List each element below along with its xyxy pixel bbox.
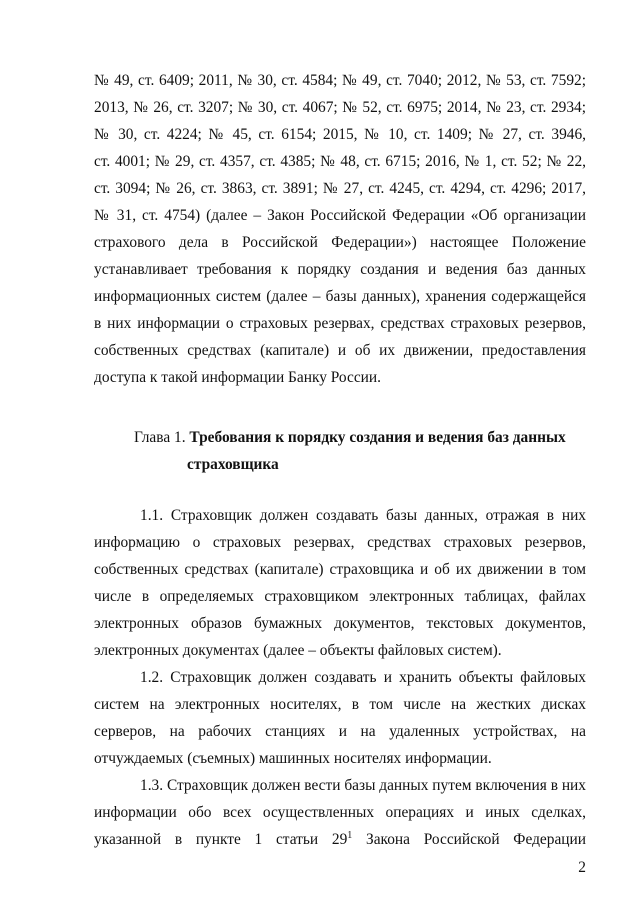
paragraph-line: электронных образов бумажных документов, текстовых документов, bbox=[94, 615, 586, 632]
paragraph-line: 1.1. Страховщик должен создавать базы данных, отражая в них bbox=[140, 507, 586, 524]
paragraph-line: 1.2. Страховщик должен создавать и хранить объекты файловых bbox=[140, 669, 586, 686]
chapter-title-line2: страховщика bbox=[187, 456, 279, 473]
superscript: 1 bbox=[347, 830, 353, 841]
page-number: 2 bbox=[578, 859, 586, 876]
paragraph-line: электронных документах (далее – объекты файловых систем). bbox=[94, 642, 502, 659]
paragraph-line: информации обо всех осуществленных операциях и иных сделках, bbox=[94, 804, 586, 821]
intro-line: 2013, № 26, ст. 3207; № 30, ст. 4067; № 52, ст. 6975; 2014, № 23, ст. 2934; bbox=[94, 99, 586, 116]
paragraph-text: Закона Российской Федерации bbox=[352, 831, 586, 848]
paragraph-line bbox=[94, 826, 586, 853]
chapter-title-line1: Требования к порядку создания и ведения баз данных bbox=[189, 429, 566, 446]
intro-line: информационных систем (далее – базы данных), хранения содержащейся bbox=[94, 288, 586, 305]
intro-line: ст. 4001; № 29, ст. 4357, ст. 4385; № 48, ст. 6715; 2016, № 1, ст. 52; № 22, bbox=[94, 153, 586, 170]
chapter-heading bbox=[134, 424, 566, 451]
intro-line: № 49, ст. 6409; 2011, № 30, ст. 4584; № 49, ст. 7040; 2012, № 53, ст. 7592; bbox=[94, 72, 586, 89]
intro-line: в них информации о страховых резервах, средствах страховых резервов, bbox=[94, 315, 586, 332]
paragraph-line: серверов, на рабочих станциях и на удаленных устройствах, на bbox=[94, 723, 586, 740]
intro-line: № 31, ст. 4754) (далее – Закон Российской Федерации «Об организации bbox=[94, 207, 586, 224]
chapter-label: Глава 1. bbox=[134, 429, 186, 446]
paragraph-line: собственных средствах (капитале) страховщика и об их движении в том bbox=[94, 561, 586, 578]
paragraph-line: информацию о страховых резервах, средствах страховых резервов, bbox=[94, 534, 586, 551]
intro-line: устанавливает требования к порядку создания и ведения баз данных bbox=[94, 261, 586, 278]
paragraph-line: отчуждаемых (съемных) машинных носителях информации. bbox=[94, 750, 492, 767]
intro-line: № 30, ст. 4224; № 45, ст. 6154; 2015, № 10, ст. 1409; № 27, ст. 3946, bbox=[94, 126, 586, 143]
intro-line: доступа к такой информации Банку России. bbox=[94, 369, 381, 386]
paragraph-line: систем на электронных носителях, в том числе на жестких дисках bbox=[94, 696, 586, 713]
paragraph-line: числе в определяемых страховщиком электронных таблицах, файлах bbox=[94, 588, 586, 605]
intro-line: страхового дела в Российской Федерации») настоящее Положение bbox=[94, 234, 586, 251]
paragraph-text: указанной в пункте 1 статьи 29 bbox=[94, 831, 348, 848]
intro-line: собственных средствах (капитале) и об их движении, предоставления bbox=[94, 342, 586, 359]
intro-line: ст. 3094; № 26, ст. 3863, ст. 3891; № 27, ст. 4245, ст. 4294, ст. 4296; 2017, bbox=[94, 180, 586, 197]
paragraph-line: 1.3. Страховщик должен вести базы данных путем включения в них bbox=[140, 777, 586, 794]
